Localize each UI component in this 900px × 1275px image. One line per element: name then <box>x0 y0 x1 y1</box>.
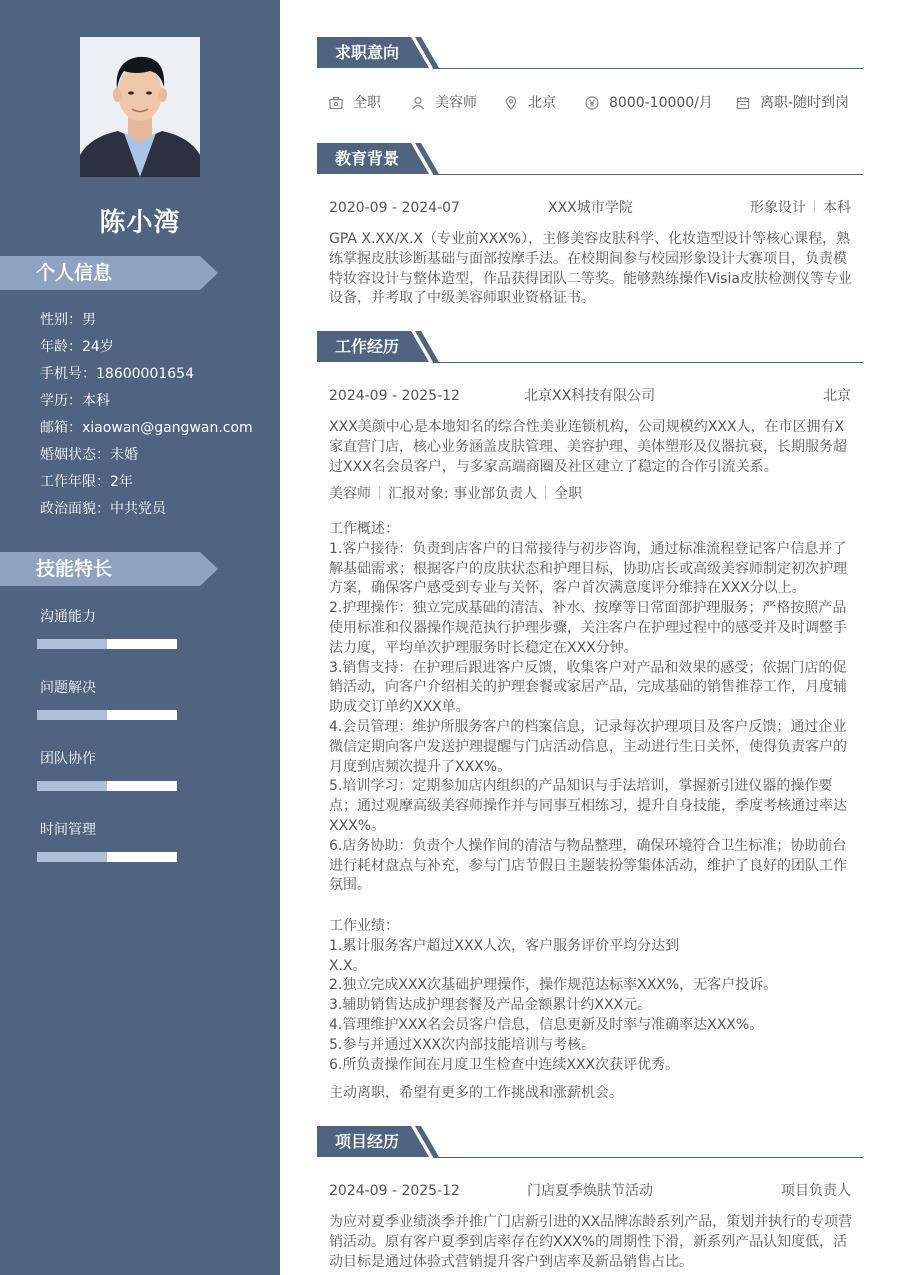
work-overview-item: 4.会员管理：维护所服务客户的档案信息，记录每次护理项目及客户反馈；通过企业微信定期向客户发送护理提醒与门店活动信息，主动进行生日关怀，使得负责客户的月度到店频次提升了XXX%。 <box>329 718 847 775</box>
section-title: 项目经历 <box>335 1132 400 1151</box>
work-overview <box>329 520 853 896</box>
sidebar <box>0 0 280 1275</box>
intent-text: 全职 <box>353 95 381 111</box>
skills-title-text: 技能特长 <box>36 558 113 580</box>
person-icon <box>411 96 425 110</box>
education-major-degree <box>750 198 851 218</box>
work-achievement-item: 4.管理维护XXX名会员客户信息，信息更新及时率与准确率达XXX%。 <box>329 1016 764 1033</box>
work-achievements <box>329 917 853 1075</box>
education-major: 形象设计 <box>750 200 806 216</box>
skill-bar-fill <box>37 852 107 862</box>
work-overview-item: 1.客户接待：负责到店客户的日常接待与初步咨询，通过标准流程登记客户信息并了解基础需求；根据客户的皮肤状态和护理目标，协助店长或高级美容师制定初次护理方案，确保客户感受到专业与关怀，客户首次满意度评分维持在XXX分以上。 <box>329 540 847 597</box>
skill-label: 沟通能力 <box>40 609 96 625</box>
work-overview-item: 2.护理操作：独立完成基础的清洁、补水、按摩等日常面部护理服务；严格按照产品使用标准和仪器操作规范执行护理步骤，关注客户在护理过程中的感受并及时调整手法力度，平均单次护理服务时长稳定在XXX分钟。 <box>329 600 847 656</box>
work-date: 2024-09 - 2025-12 <box>329 388 460 404</box>
work-achievement-item: 5.参与并通过XXX次内部技能培训与考核。 <box>329 1036 596 1053</box>
project-date: 2024-09 - 2025-12 <box>329 1183 460 1199</box>
intent-job-type <box>329 93 381 113</box>
briefcase-icon <box>329 96 343 110</box>
skill-bar <box>37 781 177 791</box>
calendar-icon <box>736 96 750 110</box>
project-role: 项目负责人 <box>781 1183 851 1199</box>
section-title: 求职意向 <box>335 43 400 62</box>
work-overview-item: 3.销售支持：在护理后跟进客户反馈，收集客户对产品和效果的感受；依据门店的促销活动，向客户介绍相关的护理套餐或家居产品，完成基础的销售推荐工作，月度辅助成交订单约XXX单。 <box>329 659 847 716</box>
avatar-portrait-icon <box>80 37 200 177</box>
intent-text: 8000-10000/月 <box>609 95 713 111</box>
section-header-work <box>317 331 863 363</box>
skill-label: 时间管理 <box>40 822 96 838</box>
divider <box>545 486 546 499</box>
intent-salary <box>585 93 713 113</box>
work-role-info <box>329 484 582 504</box>
skill-bar <box>37 852 177 862</box>
location-icon <box>504 96 518 110</box>
skill-item <box>40 678 200 698</box>
work-overview-item: 6.店务协助：负责个人操作间的清洁与物品整理，确保环境符合卫生标准；协助前台进行耗材盘点与补充，参与门店节假日主题装扮等集体活动，维护了良好的团队工作氛围。 <box>329 837 847 894</box>
section-header-intent <box>317 37 863 69</box>
section-title: 工作经历 <box>335 337 400 356</box>
work-achievement-item: 6.所负责操作间在月度卫生检查中连续XXX次获评优秀。 <box>329 1056 680 1073</box>
intent-position <box>411 93 477 113</box>
info-marital: 婚姻状态：未婚 <box>40 447 138 463</box>
work-achievement-item: 2.独立完成XXX次基础护理操作，操作规范达标率XXX%，无客户投诉。 <box>329 977 778 994</box>
skill-label: 团队协作 <box>40 751 96 767</box>
project-description: 为应对夏季业绩淡季并推广门店新引进的XX品牌冻龄系列产品，策划并执行的专项营销活动。原有客户夏季到店率存在约XXX%的周期性下滑，新系列产品认知度低，活动目标是通过体验式营销提升客户到店率及新品销售占比。 <box>329 1214 853 1270</box>
work-company: 北京XX科技有限公司 <box>524 388 656 404</box>
yen-icon <box>585 96 599 110</box>
skill-bar <box>37 710 177 720</box>
skill-bar <box>37 639 177 649</box>
info-political: 政治面貌：中共党员 <box>40 501 166 517</box>
work-role-row <box>329 484 851 504</box>
skill-item <box>40 749 200 769</box>
work-report-to: 汇报对象: 事业部负责人 <box>388 486 538 502</box>
education-description: GPA X.XX/X.X（专业前XXX%），主修美容皮肤科学、化妆造型设计等核心课程，熟练掌握皮肤诊断基础与面部按摩手法。在校期间参与校园形象设计大赛项目，负责模特妆容设计与整体造型，作品获得团队二等奖。能够熟练操作Visia皮肤检测仪等专业设备，并考取了中级美容师职业资格证书。 <box>329 231 852 307</box>
work-position: 美容师 <box>329 486 371 502</box>
project-name: 门店夏季焕肤节活动 <box>527 1183 653 1199</box>
info-phone: 手机号：18600001654 <box>40 366 194 382</box>
info-education: 学历：本科 <box>40 393 110 409</box>
work-overview-item: 5.培训学习：定期参加店内组织的产品知识与手法培训，掌握新引进仪器的操作要点；通过观摩高级美容师操作并与同事互相练习，提升自身技能，季度考核通过率达XXX%。 <box>329 778 847 834</box>
job-intent-row <box>329 93 863 113</box>
work-location: 北京 <box>823 388 851 404</box>
section-title: 教育背景 <box>335 149 400 168</box>
education-degree: 本科 <box>823 200 851 216</box>
intent-availability <box>736 93 849 113</box>
work-achievement-item: X.X。 <box>329 957 367 974</box>
section-header-project <box>317 1126 863 1158</box>
skill-bar-fill <box>37 781 107 791</box>
work-row <box>329 386 851 406</box>
education-date: 2020-09 - 2024-07 <box>329 200 460 216</box>
intent-city <box>504 93 556 113</box>
skills-title <box>0 552 218 586</box>
info-age: 年龄：24岁 <box>40 339 114 355</box>
profile-photo <box>80 37 200 177</box>
candidate-name: 陈小湾 <box>99 208 181 238</box>
skill-item <box>40 820 200 840</box>
personal-info-title-text: 个人信息 <box>36 262 113 284</box>
skill-bar-fill <box>37 710 107 720</box>
main-content <box>317 0 863 1275</box>
section-header-education <box>317 143 863 175</box>
info-email: 邮箱：xiaowan@gangwan.com <box>40 420 253 436</box>
intent-text: 北京 <box>528 95 556 111</box>
skill-label: 问题解决 <box>40 680 96 696</box>
intent-text: 美容师 <box>435 95 477 111</box>
work-achievement-item: 3.辅助销售达成护理套餐及产品金额累计约XXX元。 <box>329 997 652 1014</box>
project-row <box>329 1181 851 1201</box>
skill-item <box>40 607 200 627</box>
divider <box>814 200 815 213</box>
work-leave-reason: 主动离职，希望有更多的工作挑战和涨薪机会。 <box>329 1085 623 1101</box>
intent-text: 离职-随时到岗 <box>760 95 850 111</box>
work-overview-title: 工作概述： <box>329 521 399 537</box>
education-row <box>329 198 851 218</box>
skill-bar-fill <box>37 639 107 649</box>
work-type: 全职 <box>554 486 583 502</box>
info-work-years: 工作年限：2年 <box>40 474 133 490</box>
divider <box>379 486 380 499</box>
work-achievement-title: 工作业绩： <box>329 918 399 934</box>
education-school: XXX城市学院 <box>548 200 633 216</box>
info-gender: 性别：男 <box>40 312 96 328</box>
work-achievement-item: 1.累计服务客户超过XXX人次，客户服务评价平均分达到 <box>329 937 680 954</box>
personal-info-title <box>0 256 218 290</box>
work-company-intro: XXX美颜中心是本地知名的综合性美业连锁机构，公司规模约XXX人，在市区拥有X家直营门店，核心业务涵盖皮肤管理、美容护理、美体塑形及仪器抗衰，长期服务超过XXX名会员客户，与多家高端商圈及社区建立了稳定的合作引流关系。 <box>329 419 847 475</box>
personal-info-list <box>40 307 253 523</box>
